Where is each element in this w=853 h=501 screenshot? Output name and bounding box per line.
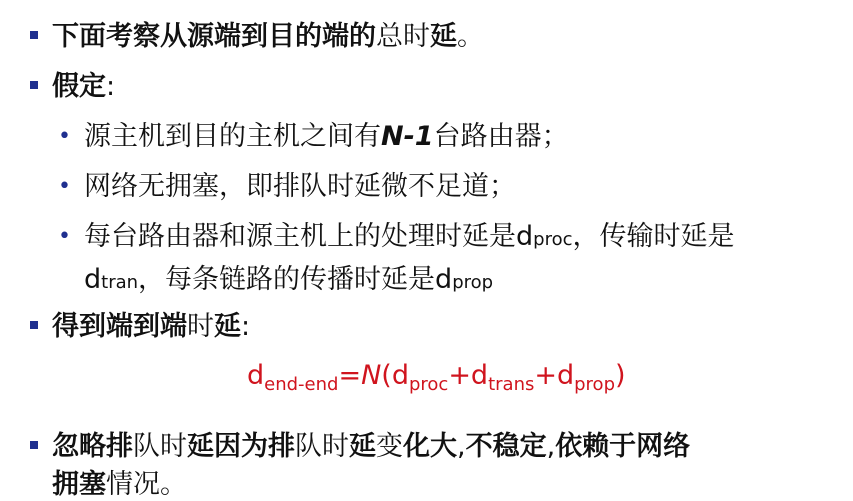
formula-N: N xyxy=(361,360,382,391)
formula-d: d xyxy=(247,360,265,391)
line1-normal-text: 总时 xyxy=(376,21,430,52)
square-bullet-icon xyxy=(30,441,38,449)
sub3-text-a: 每台路由器和源主机上的处理时延是d xyxy=(84,221,534,252)
line4-bold-e: 不稳定 xyxy=(465,431,547,462)
line1-end: 。 xyxy=(457,21,484,52)
line4-bold-b: 延因为排 xyxy=(187,431,295,462)
line2-end: : xyxy=(106,71,116,102)
line4-line2-bold: 拥塞 xyxy=(52,469,106,500)
line3-normal-text: 时 xyxy=(187,311,214,342)
sub3-text-c: ，每条链路的传播时延是d xyxy=(138,264,453,295)
sub1-text-a: 源主机到目的主机之间有 xyxy=(84,121,381,152)
formula-subscript-proc: proc xyxy=(408,374,449,395)
dot-bullet-icon: • xyxy=(58,124,71,149)
line3-bold-tail: 延 xyxy=(214,311,241,342)
sub-bullet-delays-continued: d tran ，每条链路的传播时延是d prop xyxy=(84,257,493,296)
bullet-line-assumptions xyxy=(30,64,115,103)
line4-punct1: , xyxy=(457,431,466,462)
square-bullet-icon xyxy=(30,31,38,39)
sub1-text-b: 台路由器； xyxy=(433,121,569,152)
line4-bold-a: 忽略排 xyxy=(52,431,133,462)
line4-normal-c: 变 xyxy=(376,431,403,462)
line1-bold-text: 下面考察从源端到目的端的 xyxy=(52,21,376,52)
formula-equals: = xyxy=(338,360,362,391)
formula-open: (d xyxy=(381,360,409,391)
sub2-text: 网络无拥塞，即排队时延微不足道； xyxy=(84,171,516,202)
dot-bullet-icon: • xyxy=(58,174,71,199)
line1-bold-tail: 延 xyxy=(430,21,457,52)
line4-punct2: , xyxy=(546,431,556,462)
line3-bold-text: 得到端到端 xyxy=(52,311,187,342)
sub1-variable: N-1 xyxy=(381,121,434,152)
bullet-line-total-delay xyxy=(30,14,484,53)
sub-bullet-no-congestion xyxy=(58,164,516,203)
delay-formula xyxy=(247,360,626,395)
formula-subscript-trans: trans xyxy=(488,374,535,395)
line4-line2-normal: 情况 xyxy=(106,469,160,500)
dot-bullet-icon: • xyxy=(58,224,71,249)
line3-end: : xyxy=(241,311,251,342)
formula-plus1: +d xyxy=(448,360,489,391)
sub-bullet-routers xyxy=(58,114,569,153)
bullet-line-ignore-queue-continued xyxy=(52,462,187,501)
bullet-line-ignore-queue xyxy=(30,424,690,463)
line4-bold-d: 化大 xyxy=(403,431,457,462)
line4-normal-a: 队时 xyxy=(133,431,187,462)
square-bullet-icon xyxy=(30,81,38,89)
line4-bold-c: 延 xyxy=(349,431,376,462)
formula-subscript-end: end-end xyxy=(264,374,339,395)
line4-bold-f: 依赖于网络 xyxy=(555,431,691,462)
bullet-line-end-to-end xyxy=(30,304,250,343)
line2-bold-text: 假定 xyxy=(52,71,106,102)
line4-normal-b: 队时 xyxy=(295,431,349,462)
sub3-text-b: ，传输时延是 xyxy=(572,221,735,252)
sub-bullet-delays: • 每台路由器和源主机上的处理时延是d proc ，传输时延是 xyxy=(58,214,734,253)
square-bullet-icon xyxy=(30,321,38,329)
formula-plus2: +d xyxy=(534,360,575,391)
formula-subscript-prop: prop xyxy=(574,374,615,395)
sub3-d-tran: d xyxy=(84,264,102,295)
formula-close: ) xyxy=(615,360,626,391)
line4-end: 。 xyxy=(160,469,187,500)
